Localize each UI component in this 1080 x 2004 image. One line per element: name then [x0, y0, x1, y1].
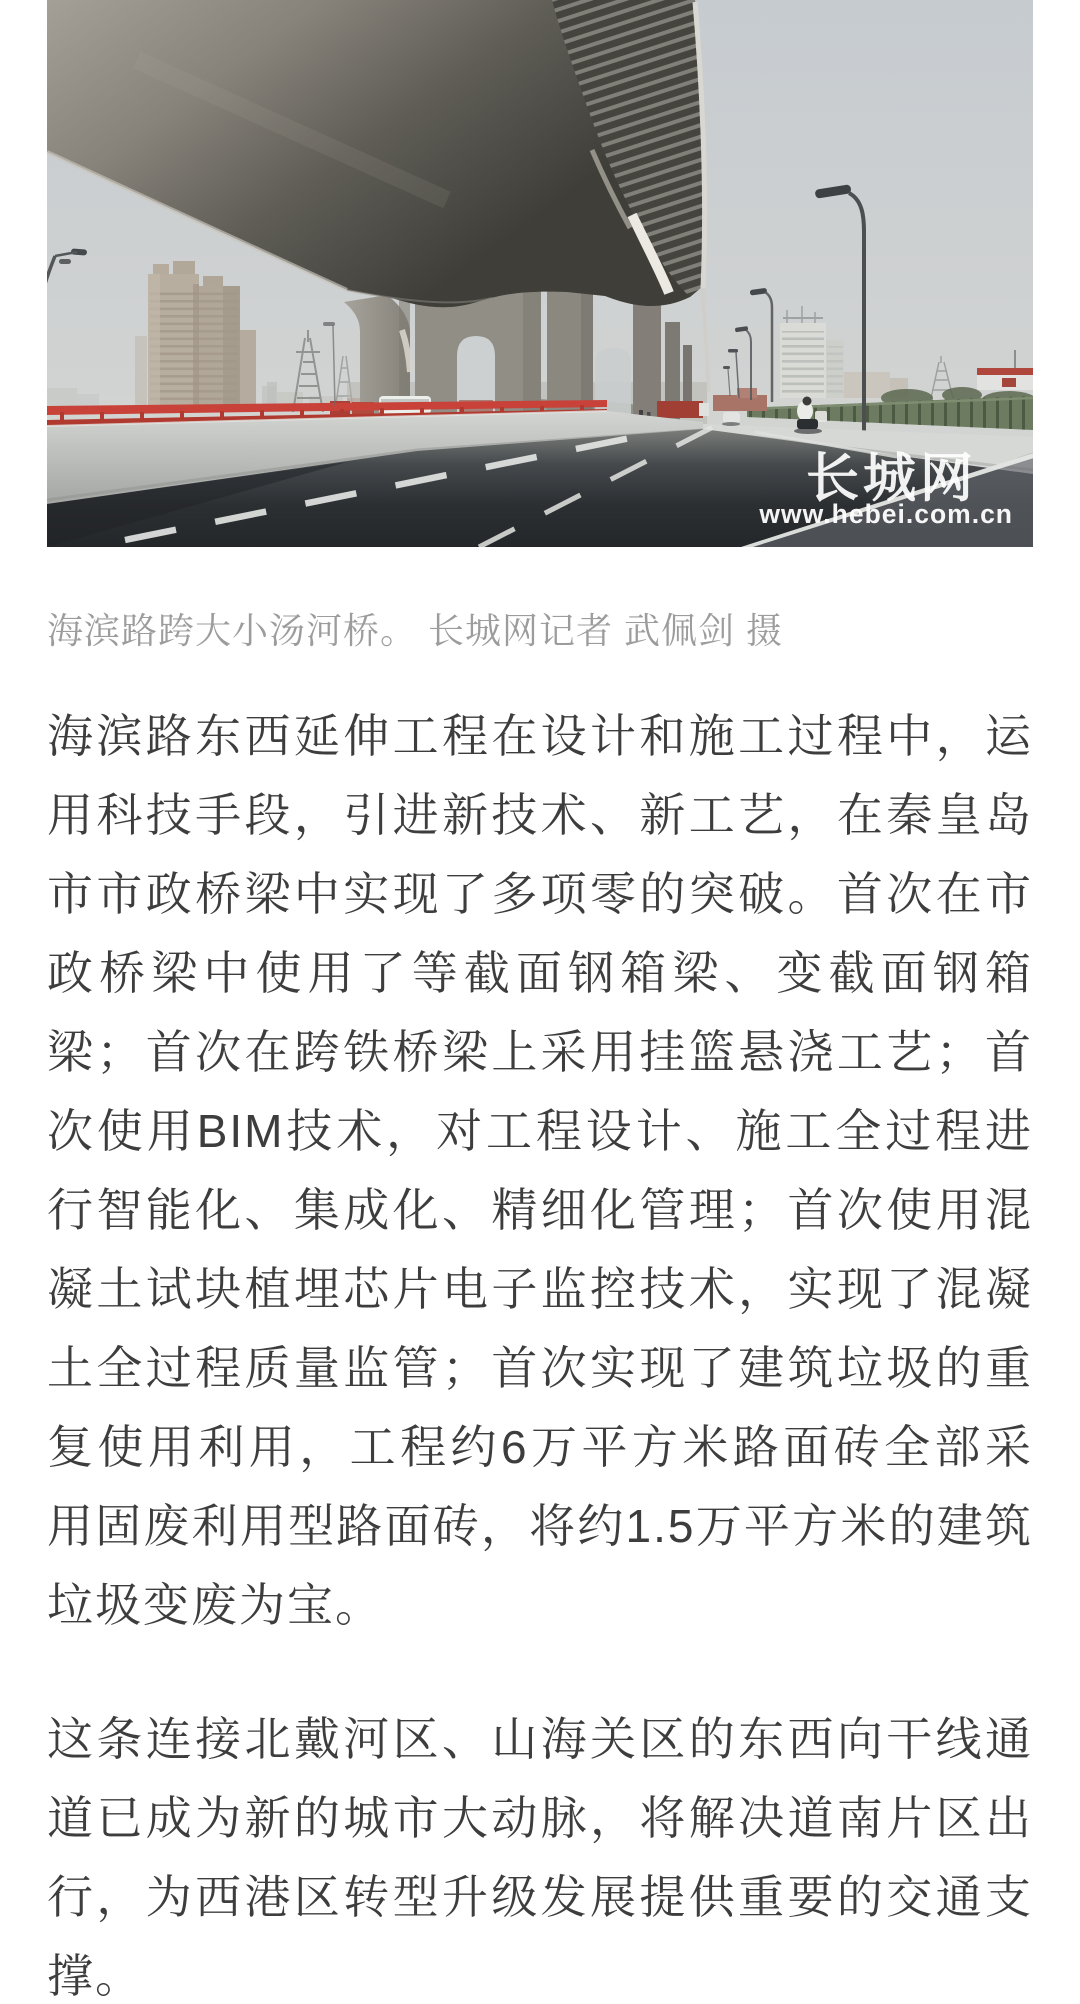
article-photo[interactable] [47, 0, 1033, 547]
watermark-url: www.hebei.com.cn [759, 499, 1013, 529]
article-body [47, 697, 1033, 2004]
article-paragraph-2: 这条连接北戴河区、山海关区的东西向干线通道已成为新的城市大动脉，将解决道南片区出行，为西港区转型升级发展提供重要的交通支撑。 [47, 1713, 1033, 2002]
watermark-logo: 长城网 [806, 449, 977, 508]
bridge-photo-illustration [47, 0, 1033, 547]
article-paragraph-1: 海滨路东西延伸工程在设计和施工过程中，运用科技手段，引进新技术、新工艺，在秦皇岛市市政桥梁中实现了多项零的突破。首次在市政桥梁中使用了等截面钢箱梁、变截面钢箱梁；首次在跨铁桥梁上采用挂篮悬浇工艺；首次使用BIM技术，对工程设计、施工全过程进行智能化、集成化、精细化管理；首次使用混凝土试块植埋芯片电子监控技术，实现了混凝土全过程质量监管；首次实现了建筑垃圾的重复使用利用，工程约6万平方米路面砖全部采用固废利用型路面砖，将约1.5万平方米的建筑垃圾变废为宝。 [47, 710, 1033, 1631]
photo-caption: 海滨路跨大小汤河桥。 长城网记者 武佩剑 摄 [47, 610, 784, 651]
white-car [722, 412, 740, 426]
